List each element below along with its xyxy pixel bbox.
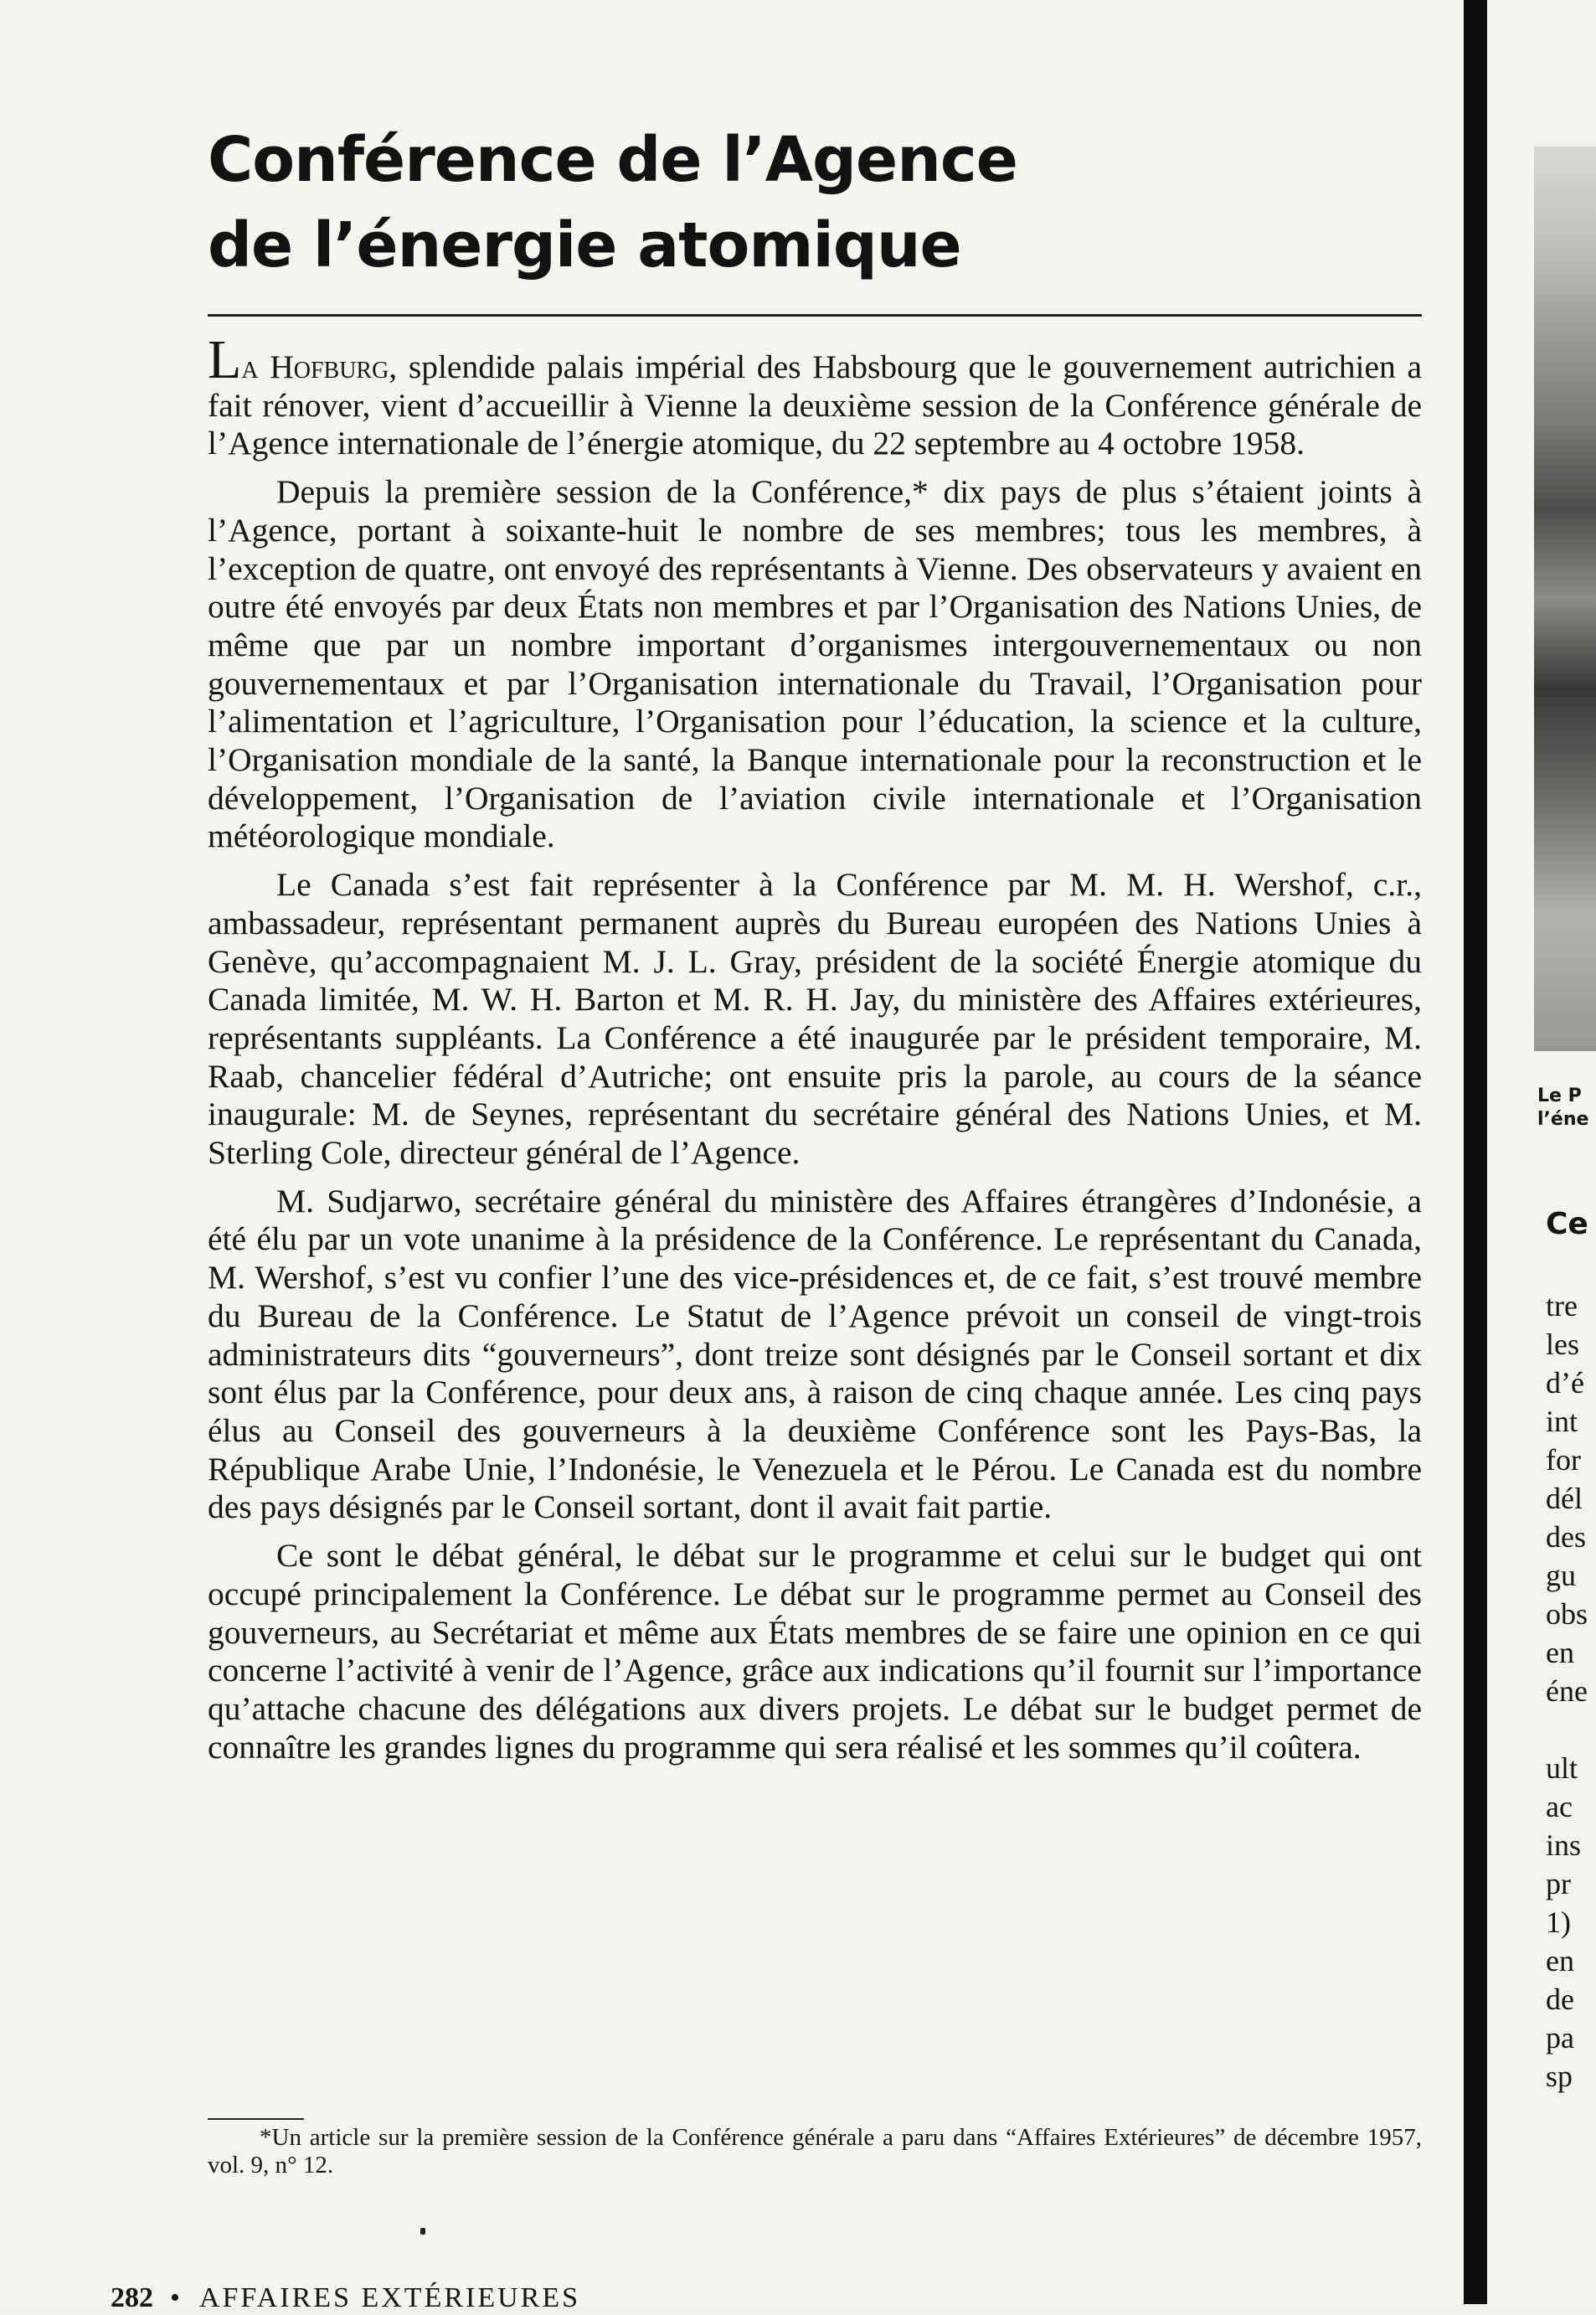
right-page-line (1546, 1710, 1588, 1749)
right-page-line: obs (1546, 1597, 1588, 1631)
paragraph-1-text: splendide palais impérial des Habsbourg que le gouvernement autrichien a fait rénover, vient d’accueillir à Vienne la deuxième session de la Conférence générale de l’Agence internationale de l’énergie atomique, du 22 septembre au 4 octobre 1958. (208, 348, 1422, 462)
title-line-2: de l’énergie atomique (208, 209, 961, 281)
article-body (208, 329, 1422, 1776)
page-number: 282 (111, 2282, 153, 2313)
title-line-1: Conférence de l’Agence (208, 124, 1017, 196)
right-page-line: en (1546, 1636, 1574, 1669)
right-page-line: gu (1546, 1559, 1576, 1592)
drop-cap: L (208, 329, 242, 390)
right-page-line: pa (1546, 2021, 1574, 2055)
paragraph-2: Depuis la première session de la Conférence,* dix pays de plus s’étaient joints à l’Agence, portant à soixante-huit le nombre de ses membres; tous les membres, à l’exception de quatre, ont envoyé des représentants à Vienne. Des observateurs y avaient en outre été envoyés par deux États non membres et par l’Organisation des Nations Unies, de même que par un nombre important d’organismes intergouvernementaux ou non gouvernementaux et par l’Organisation internationale du Travail, l’Organisation pour l’alimentation et l’agriculture, l’Organisation pour l’éducation, la science et la culture, l’Organisation mondiale de la santé, la Banque internationale pour la reconstruction et le développement, l’Organisation de l’aviation civile internationale et l’Organisation météorologique mondiale. (208, 473, 1422, 855)
title-rule (208, 314, 1422, 317)
right-page-line: sp (1546, 2060, 1573, 2093)
right-page-line: ins (1546, 1828, 1582, 1862)
paragraph-4: M. Sudjarwo, secrétaire général du ministère des Affaires étrangères d’Indonésie, a été élu par un vote unanime à la présidence de la Conférence. Le représentant du Canada, M. Wershof, s’est vu confier l’une des vice-présidences et, de ce fait, s’est trouvé membre du Bureau de la Conférence. Le Statut de l’Agence prévoit un conseil de vingt-trois administrateurs dits “gouverneurs”, dont treize sont désignés par le Conseil sortant et dix sont élus par la Conférence, pour deux ans, à raison de cinq chaque année. Les cinq pays élus au Conseil des gouverneurs à la deuxième Conférence sont les Pays-Bas, la République Arabe Unie, l’Indonésie, le Venezuela et le Pérou. Le Canada est du nombre des pays désignés par le Conseil sortant, dont il avait fait partie. (208, 1182, 1422, 1526)
photo-caption (1537, 1085, 1588, 1132)
paragraph-5: Ce sont le débat général, le débat sur le programme et celui sur le budget qui ont occupé principalement la Conférence. Le débat sur le programme permet au Conseil des gouverneurs, au Secrétariat et même aux États membres de se faire une opinion en ce qui concerne l’activité à venir de l’Agence, grâce aux indications qu’il fournit sur l’importance qu’attache chacune des délégations aux divers projets. Le débat sur le budget permet de connaître les grandes lignes du programme qui sera réalisé et les sommes qu’il coûtera. (208, 1537, 1422, 1766)
right-page-line: ult (1546, 1751, 1578, 1785)
page-footer (111, 2281, 580, 2315)
footnote-text: *Un article sur la première session de la Conférence générale a paru dans “Affaires Extérieures” de décembre 1957, vol. 9, n° 12. (208, 2124, 1422, 2178)
right-page-line: de (1546, 1982, 1574, 2016)
right-page-line: pr (1546, 1867, 1571, 1900)
right-page-line: les (1546, 1328, 1579, 1361)
right-page-line: éne (1546, 1674, 1588, 1708)
opening-smallcaps: a Hofburg, (241, 348, 398, 385)
right-page-text-fragments (1546, 1286, 1588, 2096)
right-page-line: ac (1546, 1790, 1573, 1823)
page-gutter (1464, 0, 1487, 2304)
footnote (208, 2124, 1422, 2179)
right-page-line: en (1546, 1944, 1574, 1977)
footer-bullet: • (170, 2282, 183, 2313)
journal-name: AFFAIRES EXTÉRIEURES (198, 2282, 581, 2313)
right-page-line: des (1546, 1520, 1586, 1554)
right-page-photo (1534, 147, 1596, 1051)
caption-line-1: Le P (1537, 1085, 1582, 1106)
paragraph-3: Le Canada s’est fait représenter à la Conférence par M. M. H. Wershof, c.r., ambassadeur, représentant permanent auprès du Bureau européen des Nations Unies à Genève, qu’accompagnaient M. J. L. Gray, président de la société Énergie atomique du Canada limitée, M. W. H. Barton et M. R. H. Jay, du ministère des Affaires extérieures, représentants suppléants. La Conférence a été inaugurée par le président temporaire, M. Raab, chancelier fédéral d’Autriche; ont ensuite pris la parole, au cours de la séance inaugurale: M. de Seynes, représentant du secrétaire général des Nations Unies, et M. Sterling Cole, directeur général de l’Agence. (208, 866, 1422, 1172)
right-page-line: for (1546, 1443, 1581, 1477)
right-page-line: d’é (1546, 1366, 1584, 1400)
right-page-line: tre (1546, 1289, 1578, 1322)
right-page-line: int (1546, 1405, 1578, 1438)
paragraph-1 (208, 329, 1422, 463)
right-page-heading: Ce (1546, 1207, 1588, 1241)
print-speck (420, 2228, 425, 2235)
right-page-line: 1) (1546, 1905, 1571, 1939)
article-title (208, 117, 1296, 288)
right-page-line: dél (1546, 1482, 1583, 1515)
footnote-rule (208, 2118, 304, 2120)
caption-line-2: l’éne (1537, 1109, 1589, 1130)
